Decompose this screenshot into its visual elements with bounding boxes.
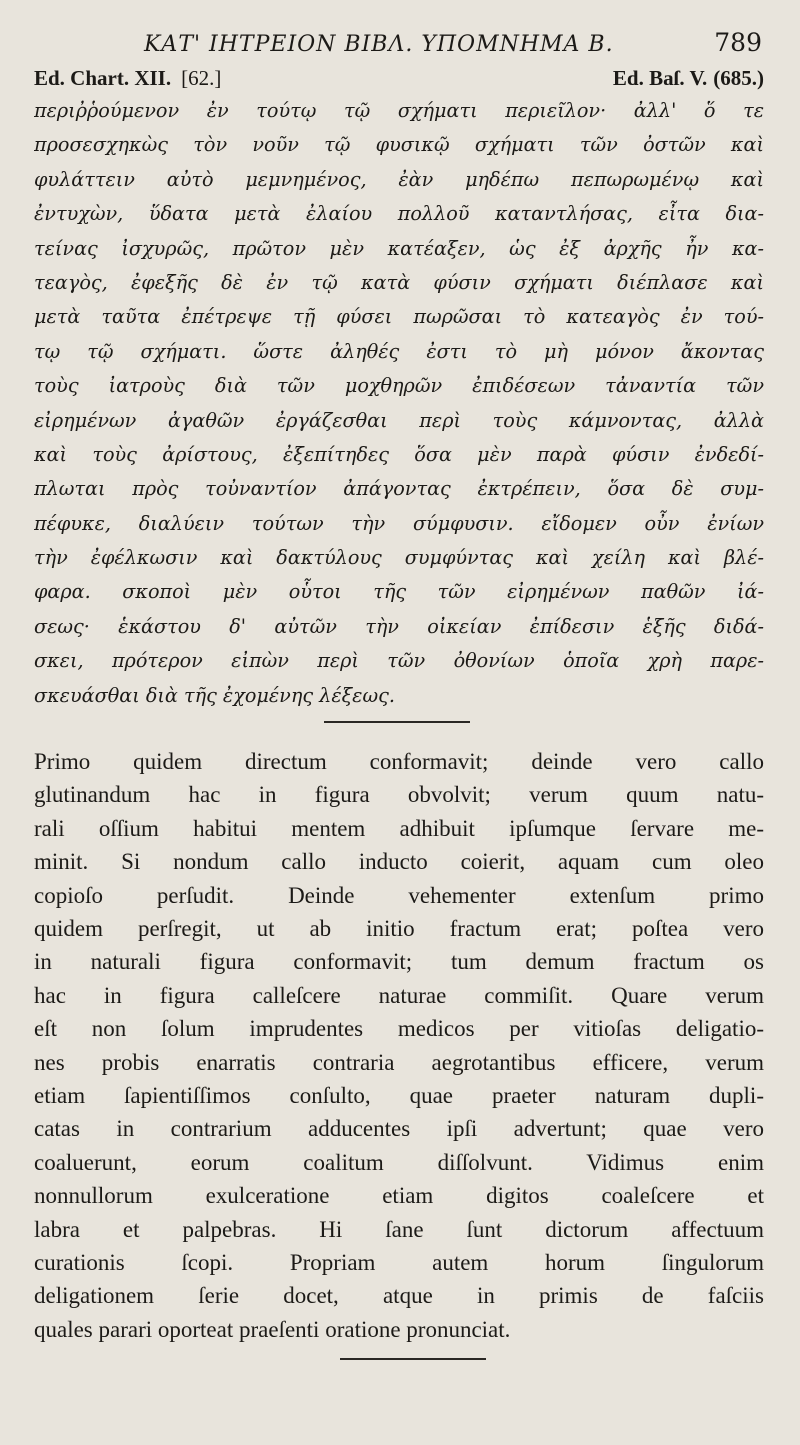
greek-line: μετὰ ταῦτα ἐπέτρεψε τῇ φύσει πωρῶσαι τὸ κατεαγὸς ἐν τού- <box>34 305 764 329</box>
latin-line: hac in figura calleſcere naturae commiſit. Quare verum <box>34 982 764 1008</box>
latin-line: nes probis enarratis contraria aegrotantibus efficere, verum <box>34 1049 764 1075</box>
latin-line: deligationem ſerie docet, atque in primis de faſciis <box>34 1283 764 1309</box>
latin-line: Primo quidem directum conformavit; deinde vero callo <box>34 749 764 775</box>
basel-edition-ref <box>613 66 764 91</box>
greek-line: εἰρημένων ἀγαθῶν ἐργάζεσθαι περὶ τοὺς κάμνοντας, ἀλλὰ <box>34 408 764 432</box>
greek-line: πλωται πρὸς τοὐναντίον ἀπάγοντας ἐκτρέπειν, ὅσα δὲ συμ- <box>34 477 764 501</box>
greek-line: φαρα. σκοποὶ μὲν οὗτοι τῆς τῶν εἰρημένων παθῶν ἰά- <box>34 580 764 604</box>
greek-line: τείνας ἰσχυρῶς, πρῶτον μὲν κατέαξεν, ὡς ἐξ ἀρχῆς ἦν κα- <box>34 236 764 260</box>
greek-text-block <box>34 94 764 713</box>
greek-line: καὶ τοὺς ἀρίστους, ἐξεπίτηδες ὅσα μὲν παρὰ φύσιν ἐνδεδί- <box>34 442 764 466</box>
chartier-edition-ref <box>34 66 221 91</box>
latin-line: rali oſſium habitui mentem adhibuit ipſumque ſervare me- <box>34 815 764 841</box>
latin-line: quales parari oporteat praeſenti oratione pronunciat. <box>34 1316 511 1342</box>
latin-line: nonnullorum exulceratione etiam digitos coaleſcere et <box>34 1183 764 1209</box>
running-head <box>34 24 764 64</box>
latin-line: labra et palpebras. Hi ſane ſunt dictorum affectuum <box>34 1216 764 1242</box>
chartier-page-bracket: [62.] <box>181 66 222 90</box>
latin-text-block <box>34 745 764 1346</box>
greek-line: φυλάττειν αὐτὸ μεμνημένος, ἐὰν μηδέπω πεπωρωμένῳ καὶ <box>34 167 764 191</box>
greek-line: προσεσχηκὼς τὸν νοῦν τῷ φυσικῷ σχήματι τῶν ὀστῶν καὶ <box>34 133 764 157</box>
edition-line <box>34 64 764 94</box>
page-number: 789 <box>714 28 762 57</box>
latin-line: copioſo perſudit. Deinde vehementer extenſum primo <box>34 882 764 908</box>
latin-line: minit. Si nondum callo inducto coierit, aquam cum oleo <box>34 849 764 875</box>
running-title: ΚΑΤ' ΙΗΤΡΕΙΟΝ ΒΙΒΛ. ΥΠΟΜΝΗΜΑ Β. <box>144 32 614 57</box>
basel-page-bracket: (685.) <box>713 66 764 90</box>
greek-line: τὴν ἐφέλκωσιν καὶ δακτύλους συμφύντας καὶ χείλη καὶ βλέ- <box>34 546 764 570</box>
section-divider <box>324 721 470 723</box>
latin-line: glutinandum hac in figura obvolvit; verum quum natu- <box>34 782 764 808</box>
greek-line: περιῤῥούμενον ἐν τούτῳ τῷ σχήματι περιεῖλον· ἀλλ' ὅ τε <box>34 99 764 122</box>
greek-line: τῳ τῷ σχήματι. ὥστε ἀληθές ἐστι τὸ μὴ μόνον ἄκοντας <box>34 339 764 363</box>
latin-line: eſt non ſolum imprudentes medicos per vitioſas deligatio- <box>34 1016 764 1042</box>
chartier-edition-label: Ed. Chart. XII. <box>34 66 172 90</box>
latin-line: curationis ſcopi. Propriam autem horum ſingulorum <box>34 1249 764 1275</box>
greek-line: τοὺς ἰατροὺς διὰ τῶν μοχθηρῶν ἐπιδέσεων τἀναντία τῶν <box>34 374 764 398</box>
greek-line: σεως· ἑκάστου δ' αὐτῶν τὴν οἰκείαν ἐπίδεσιν ἑξῆς διδά- <box>34 614 764 638</box>
latin-line: quidem perſregit, ut ab initio fractum erat; poſtea vero <box>34 915 764 941</box>
basel-edition-label: Ed. Baſ. V. <box>612 66 708 90</box>
latin-line: etiam ſapientiſſimos conſulto, quae praeter naturam dupli- <box>34 1082 764 1108</box>
greek-line: σκει, πρότερον εἰπὼν περὶ τῶν ὀθονίων ὁποῖα χρὴ παρε- <box>34 649 764 673</box>
greek-line: σκευάσθαι διὰ τῆς ἐχομένης λέξεως. <box>34 683 395 707</box>
latin-line: in naturali figura conformavit; tum demum fractum os <box>34 949 764 975</box>
end-divider <box>340 1358 486 1360</box>
greek-line: ἐντυχὼν, ὕδατα μετὰ ἐλαίου πολλοῦ καταντλήσας, εἶτα δια- <box>34 202 764 226</box>
greek-line: τεαγὸς, ἐφεξῆς δὲ ἐν τῷ κατὰ φύσιν σχήματι διέπλασε καὶ <box>34 270 764 294</box>
latin-line: catas in contrarium adducentes ipſi advertunt; quae vero <box>34 1116 764 1142</box>
greek-line: πέφυκε, διαλύειν τούτων τὴν σύμφυσιν. εἴδομεν οὖν ἐνίων <box>34 511 764 535</box>
latin-line: coaluerunt, eorum coalitum diſſolvunt. Vidimus enim <box>34 1149 764 1175</box>
